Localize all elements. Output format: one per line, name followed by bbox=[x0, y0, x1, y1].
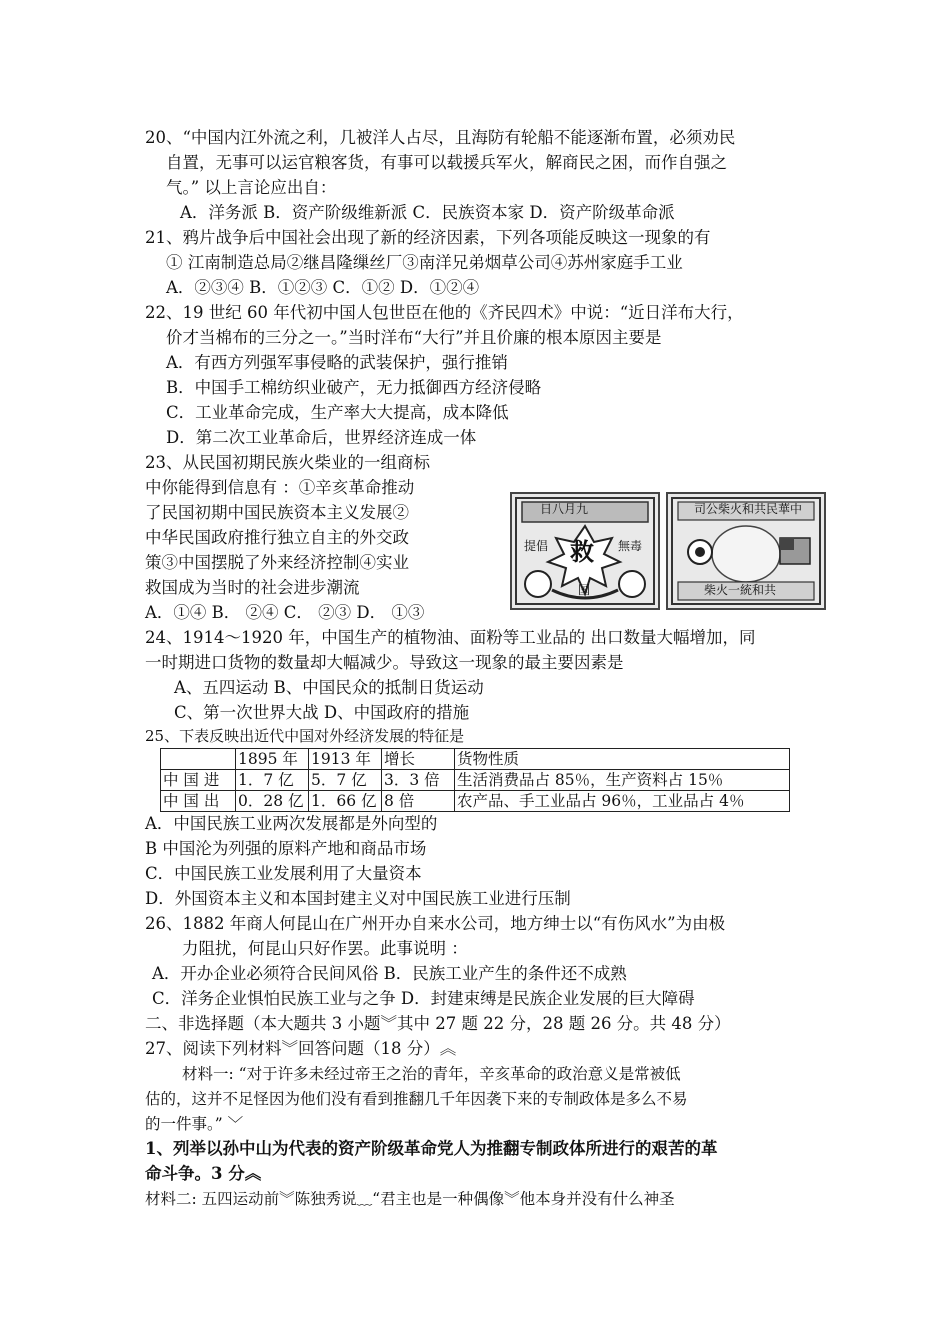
table-header-cell: 货物性质 bbox=[455, 749, 790, 770]
table-cell: 农产品、手工业品占 96％，工业品占 4％ bbox=[455, 791, 790, 812]
table-row bbox=[161, 770, 790, 791]
q25-option-d: D．外国资本主义和本国封建主义对中国民族工业进行压制 bbox=[145, 889, 571, 908]
q27-material1-line2: 估的，这并不足怪因为他们没有看到推翻几千年因袭下来的专制政体是多么不易 bbox=[145, 1090, 688, 1108]
table-cell: 3．3 倍 bbox=[382, 770, 455, 791]
table-cell: 8 倍 bbox=[382, 791, 455, 812]
trademark1-center-text: 救 bbox=[570, 537, 594, 566]
q22-option-d: D．第二次工业革命后，世界经济连成一体 bbox=[166, 428, 477, 447]
q23-options: A．①④ B． ②④ C． ②③ D． ①③ bbox=[145, 603, 425, 622]
q27-task1-line2: 命斗争。3 分︽ bbox=[145, 1164, 262, 1183]
table-cell: 1．66 亿 bbox=[309, 791, 382, 812]
table-header-cell: 1895 年 bbox=[236, 749, 309, 770]
q20-line2: 自置，无事可以运官粮客货，有事可以载援兵军火，解商民之困，而作自强之 bbox=[166, 153, 727, 172]
q27-material1-line3: 的一件事。” ﹀ bbox=[145, 1115, 244, 1133]
trademark1-left-text: 提倡 bbox=[524, 539, 549, 553]
table-cell: 1．7 亿 bbox=[236, 770, 309, 791]
q21-line1: 21、鸦片战争后中国社会出现了新的经济因素，下列各项能反映这一现象的有 bbox=[145, 228, 711, 247]
q26-line1: 26、1882 年商人何昆山在广州开办自来水公司，地方绅士以“有伤风水”为由极 bbox=[145, 914, 726, 933]
match-trademark-gonghe bbox=[666, 492, 826, 610]
q27-line1: 27、阅读下列材料︾回答问题（18 分）︽ bbox=[145, 1039, 457, 1058]
q20-options: A．洋务派 B．资产阶级维新派 C．民族资本家 D．资产阶级革命派 bbox=[180, 203, 675, 222]
q26-options-2: C．洋务企业惧怕民族工业与之争 D．封建束缚是民族企业发展的巨大障碍 bbox=[152, 989, 695, 1008]
table-cell: 0．28 亿 bbox=[236, 791, 309, 812]
q25-option-b: B 中国沦为列强的原料产地和商品市场 bbox=[145, 839, 427, 858]
q22-line1: 22、19 世纪 60 年代初中国人包世臣在他的《齐民四术》中说：“近日洋布大行， bbox=[145, 303, 744, 322]
q25-option-c: C．中国民族工业发展利用了大量资本 bbox=[145, 864, 422, 883]
table-header-cell: 增长 bbox=[382, 749, 455, 770]
q24-line2: 一时期进口货物的数量却大幅减少。导致这一现象的最主要因素是 bbox=[145, 653, 624, 672]
trade-table bbox=[160, 748, 790, 812]
q23-line4: 中华民国政府推行独立自主的外交政 bbox=[145, 528, 409, 547]
trademark1-top-text: 日八月九 bbox=[540, 502, 589, 516]
q23-line2: 中你能得到信息有 ：①辛亥革命推动 bbox=[145, 478, 415, 497]
match-trademark-jiuguo bbox=[510, 492, 660, 610]
trademark2-bottom-text: 柴火一統和共 bbox=[704, 583, 777, 597]
q24-options-1: A、五四运动 B、中国民众的抵制日货运动 bbox=[174, 678, 484, 697]
q22-option-a: A．有西方列强军事侵略的武装保护，强行推销 bbox=[166, 353, 508, 372]
q23-line3: 了民国初期中国民族资本主义发展② bbox=[145, 503, 409, 522]
q26-line2: 力阻扰，何昆山只好作罢。此事说明 ： bbox=[182, 939, 468, 958]
trademark2-top-text: 司公柴火和共民華中 bbox=[694, 502, 803, 516]
table-header-cell: 1913 年 bbox=[309, 749, 382, 770]
q21-line2: ① 江南制造总局②继昌隆缫丝厂③南洋兄弟烟草公司④苏州家庭手工业 bbox=[166, 253, 683, 272]
table-header-row bbox=[161, 749, 790, 770]
table-cell: 中 国 进 bbox=[161, 770, 236, 791]
table-header-cell bbox=[161, 749, 236, 770]
table-row bbox=[161, 791, 790, 812]
q22-option-b: B．中国手工棉纺织业破产，无力抵御西方经济侵略 bbox=[166, 378, 542, 397]
q20-line1: 20、“中国内江外流之利，几被洋人占尽，且海防有轮船不能逐渐布置，必须劝民 bbox=[145, 128, 736, 147]
q23-line6: 救国成为当时的社会进步潮流 bbox=[145, 578, 360, 597]
q23-line5: 策③中国摆脱了外来经济控制④实业 bbox=[145, 553, 409, 572]
trademark1-ribbon-text: 国 bbox=[578, 583, 591, 597]
q22-line2: 价才当棉布的三分之一。”当时洋布“大行”并且价廉的根本原因主要是 bbox=[166, 328, 662, 347]
q20-line3: 气。” 以上言论应出自： bbox=[166, 178, 337, 197]
q21-options: A．②③④ B．①②③ C．①② D．①②④ bbox=[166, 278, 480, 297]
q22-option-c: C．工业革命完成，生产率大大提高，成本降低 bbox=[166, 403, 509, 422]
q25-line1: 25、下表反映出近代中国对外经济发展的特征是 bbox=[145, 727, 465, 745]
q27-task1-line1: 1、列举以孙中山为代表的资产阶级革命党人为推翻专制政体所进行的艰苦的革 bbox=[145, 1139, 718, 1158]
trademark1-right-text: 無毒 bbox=[618, 539, 643, 553]
q24-line1: 24、1914～1920 年，中国生产的植物油、面粉等工业品的 出口数量大幅增加，同 bbox=[145, 628, 756, 647]
table-cell: 生活消费品占 85％，生产资料占 15％ bbox=[455, 770, 790, 791]
table-cell: 中 国 出 bbox=[161, 791, 236, 812]
q25-option-a: A．中国民族工业两次发展都是外向型的 bbox=[145, 814, 438, 833]
q27-material2-line1: 材料二: 五四运动前︾陈独秀说﹏“君主也是一种偶像︾他本身并没有什么神圣 bbox=[145, 1190, 675, 1208]
table-cell: 5．7 亿 bbox=[309, 770, 382, 791]
q23-line1: 23、从民国初期民族火柴业的一组商标 bbox=[145, 453, 430, 472]
section-2-heading: 二、非选择题（本大题共 3 小题︾其中 27 题 22 分，28 题 26 分。共 48 分） bbox=[145, 1014, 731, 1033]
q24-options-2: C、第一次世界大战 D、中国政府的措施 bbox=[174, 703, 470, 722]
q26-options-1: A．开办企业必须符合民间风俗 B．民族工业产生的条件还不成熟 bbox=[152, 964, 627, 983]
q27-material1-line1: 材料一: “对于许多未经过帝王之治的青年，辛亥革命的政治意义是常被低 bbox=[182, 1065, 681, 1083]
